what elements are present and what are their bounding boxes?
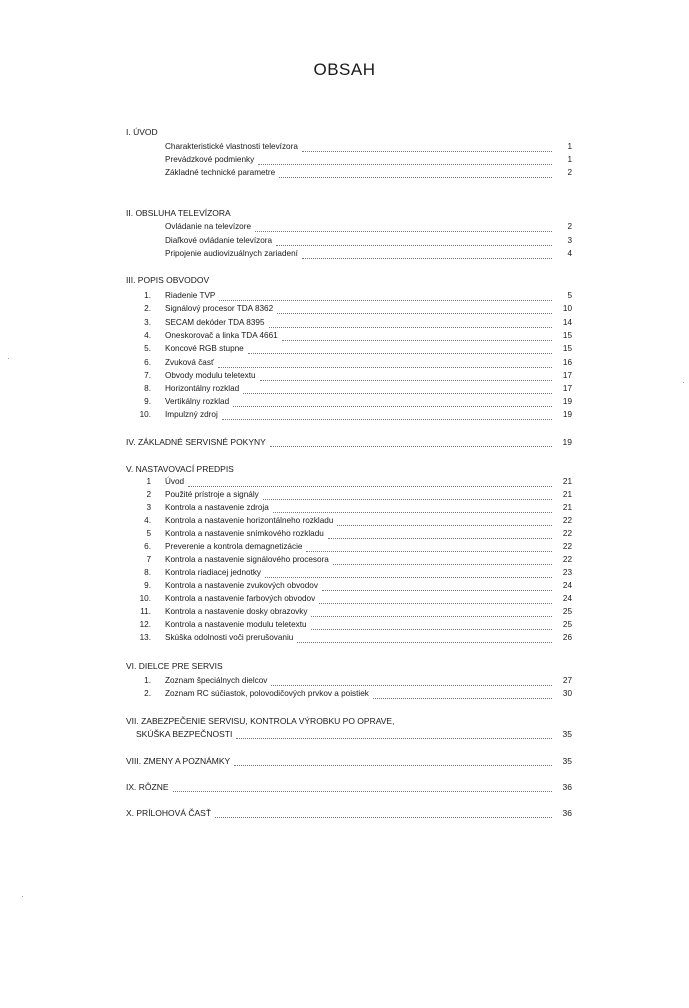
dot-leader <box>255 231 552 232</box>
dot-leader <box>333 564 552 565</box>
dot-leader <box>271 685 552 686</box>
dot-leader <box>273 512 552 513</box>
dot-leader <box>302 151 552 152</box>
page-number: 36 <box>562 782 572 792</box>
dot-leader <box>173 791 552 792</box>
page-number: 21 <box>562 490 572 499</box>
dot-leader <box>234 765 552 766</box>
toc-entry-label: Zoznam špeciálnych dielcov <box>165 676 268 685</box>
toc-entry-label: SECAM dekóder TDA 8395 <box>165 318 265 327</box>
page-number: 26 <box>562 633 572 642</box>
section-heading: IX. RÔZNE <box>126 782 169 792</box>
section-heading: II. OBSLUHA TELEVÍZORA <box>126 208 231 218</box>
dot-leader <box>322 590 552 591</box>
dot-leader <box>311 629 552 630</box>
page-number: 22 <box>562 555 572 564</box>
item-number: 8. <box>144 384 151 393</box>
page-number: 15 <box>562 344 572 353</box>
page-number: 1 <box>567 155 572 164</box>
section-heading: V. NASTAVOVACÍ PREDPIS <box>126 464 234 474</box>
toc-entry-label: Zoznam RC súčiastok, polovodičových prvkov a poistiek <box>165 689 369 698</box>
page-number: 19 <box>562 410 572 419</box>
toc-entry-label: Úvod <box>165 477 185 486</box>
page-number: 22 <box>562 542 572 551</box>
dot-leader <box>248 353 552 354</box>
toc-entry-label: Kontrola riadiacej jednotky <box>165 568 262 577</box>
item-number: 12. <box>139 620 151 629</box>
toc-entry-label: Ovládanie na televízore <box>165 222 252 231</box>
dot-leader <box>263 499 552 500</box>
item-number: 13. <box>139 633 151 642</box>
toc-entry-label: Kontrola a nastavenie modulu teletextu <box>165 620 307 629</box>
page-number: 30 <box>562 689 572 698</box>
item-number: 3. <box>144 318 151 327</box>
page-number: 5 <box>567 291 572 300</box>
toc-entry-label: Kontrola a nastavenie horizontálneho rozkladu <box>165 516 334 525</box>
toc-entry-label: Signálový procesor TDA 8362 <box>165 304 274 313</box>
dot-leader <box>243 393 552 394</box>
toc-entry-label: Obvody modulu teletextu <box>165 371 256 380</box>
toc-entry-label: Kontrola a nastavenie zvukových obvodov <box>165 581 318 590</box>
dot-leader <box>215 817 552 818</box>
item-number: 5. <box>144 344 151 353</box>
toc-entry-label: Zvuková časť <box>165 358 215 367</box>
item-number: 10. <box>139 594 151 603</box>
toc-entry-label: Kontrola a nastavenie dosky obrazovky <box>165 607 308 616</box>
page-number: 4 <box>567 249 572 258</box>
dot-leader <box>277 313 552 314</box>
page-number: 17 <box>562 371 572 380</box>
toc-entry-label: Preverenie a kontrola demagnetizácie <box>165 542 303 551</box>
page-title: OBSAH <box>313 60 376 79</box>
item-number: 4. <box>144 331 151 340</box>
page-number: 2 <box>567 168 572 177</box>
page-number: 15 <box>562 331 572 340</box>
section-heading: I. ÚVOD <box>126 127 158 137</box>
page-number: 35 <box>562 756 572 766</box>
page-number: 14 <box>562 318 572 327</box>
page-number: 17 <box>562 384 572 393</box>
page-number: 23 <box>562 568 572 577</box>
toc-entry-label: Základné technické parametre <box>165 168 276 177</box>
page-number: 3 <box>567 236 572 245</box>
toc-entry-label: Riadenie TVP <box>165 291 216 300</box>
item-number: 1 <box>146 477 151 486</box>
page-number: 10 <box>562 304 572 313</box>
dot-leader <box>337 525 552 526</box>
page-number: 24 <box>562 581 572 590</box>
toc-entry-label: Diaľkové ovládanie televízora <box>165 236 273 245</box>
page-number: 19 <box>562 437 572 447</box>
dot-leader <box>218 367 552 368</box>
page-number: 22 <box>562 516 572 525</box>
dot-leader <box>222 419 552 420</box>
item-number: 1. <box>144 676 151 685</box>
dot-leader <box>282 340 552 341</box>
toc-entry-label: Kontrola a nastavenie zdroja <box>165 503 269 512</box>
item-number: 6. <box>144 358 151 367</box>
page-number: 35 <box>562 729 572 739</box>
toc-entry-label: Horizontálny rozklad <box>165 384 240 393</box>
section-heading-continued: SKÚŠKA BEZPEČNOSTI <box>136 729 233 739</box>
page-number: 21 <box>562 503 572 512</box>
item-number: 4. <box>144 516 151 525</box>
dot-leader <box>260 380 552 381</box>
dot-leader <box>219 300 552 301</box>
page-number: 19 <box>562 397 572 406</box>
dot-leader <box>233 406 552 407</box>
dot-leader <box>306 551 552 552</box>
toc-entry-label: Vertikálny rozklad <box>165 397 230 406</box>
item-number: 11. <box>140 607 151 616</box>
section-heading: VIII. ZMENY A POZNÁMKY <box>126 756 231 766</box>
toc-entry-label: Impulzný zdroj <box>165 410 218 419</box>
item-number: 3 <box>146 503 151 512</box>
page-number: 25 <box>562 607 572 616</box>
dot-leader <box>373 698 552 699</box>
section-heading: III. POPIS OBVODOV <box>126 275 210 285</box>
toc-entry-label: Použité prístroje a signály <box>165 490 259 499</box>
page-number: 16 <box>562 358 572 367</box>
page-number: 1 <box>567 142 572 151</box>
toc-entry-label: Oneskorovač a linka TDA 4661 <box>165 331 278 340</box>
page-number: 24 <box>562 594 572 603</box>
toc-entry-label: Charakteristické vlastnosti televízora <box>165 142 298 151</box>
page-number: 25 <box>562 620 572 629</box>
item-number: 5 <box>146 529 151 538</box>
item-number: 2 <box>146 490 151 499</box>
toc-entry-label: Skúška odolnosti voči prerušovaniu <box>165 633 294 642</box>
item-number: 8. <box>144 568 151 577</box>
dot-leader <box>279 177 552 178</box>
item-number: 6. <box>144 542 151 551</box>
dot-leader <box>311 616 552 617</box>
page-number: 22 <box>562 529 572 538</box>
dot-leader <box>319 603 552 604</box>
page-number: 2 <box>567 222 572 231</box>
item-number: 7 <box>146 555 151 564</box>
toc-entry-label: Prevádzkové podmienky <box>165 155 255 164</box>
dot-leader <box>269 327 552 328</box>
dot-leader <box>236 738 552 739</box>
item-number: 2. <box>144 689 151 698</box>
dot-leader <box>188 486 552 487</box>
item-number: 9. <box>144 581 151 590</box>
toc-entry-label: Pripojenie audiovizuálnych zariadení <box>165 249 298 258</box>
item-number: 2. <box>144 304 151 313</box>
section-heading: VII. ZABEZPEČENIE SERVISU, KONTROLA VÝROBKU PO OPRAVE, <box>126 716 395 726</box>
item-number: 7. <box>144 371 151 380</box>
dot-leader <box>302 258 552 259</box>
toc-entry-label: Koncové RGB stupne <box>165 344 244 353</box>
dot-leader <box>258 164 552 165</box>
item-number: 1. <box>144 291 151 300</box>
section-heading: IV. ZÁKLADNÉ SERVISNÉ POKYNY <box>126 437 266 447</box>
dot-leader <box>265 577 552 578</box>
item-number: 10. <box>139 410 151 419</box>
page-number: 21 <box>562 477 572 486</box>
dot-leader <box>276 245 552 246</box>
item-number: 9. <box>144 397 151 406</box>
toc-entry-label: Kontrola a nastavenie farbových obvodov <box>165 594 316 603</box>
dot-leader <box>328 538 552 539</box>
toc-entry-label: Kontrola a nastavenie signálového procesora <box>165 555 329 564</box>
dot-leader <box>270 446 552 447</box>
page-number: 27 <box>562 676 572 685</box>
dot-leader <box>297 642 552 643</box>
section-heading: VI. DIELCE PRE SERVIS <box>126 661 223 671</box>
page-number: 36 <box>562 808 572 818</box>
section-heading: X. PRÍLOHOVÁ ČASŤ <box>126 808 212 818</box>
toc-entry-label: Kontrola a nastavenie snímkového rozkladu <box>165 529 324 538</box>
